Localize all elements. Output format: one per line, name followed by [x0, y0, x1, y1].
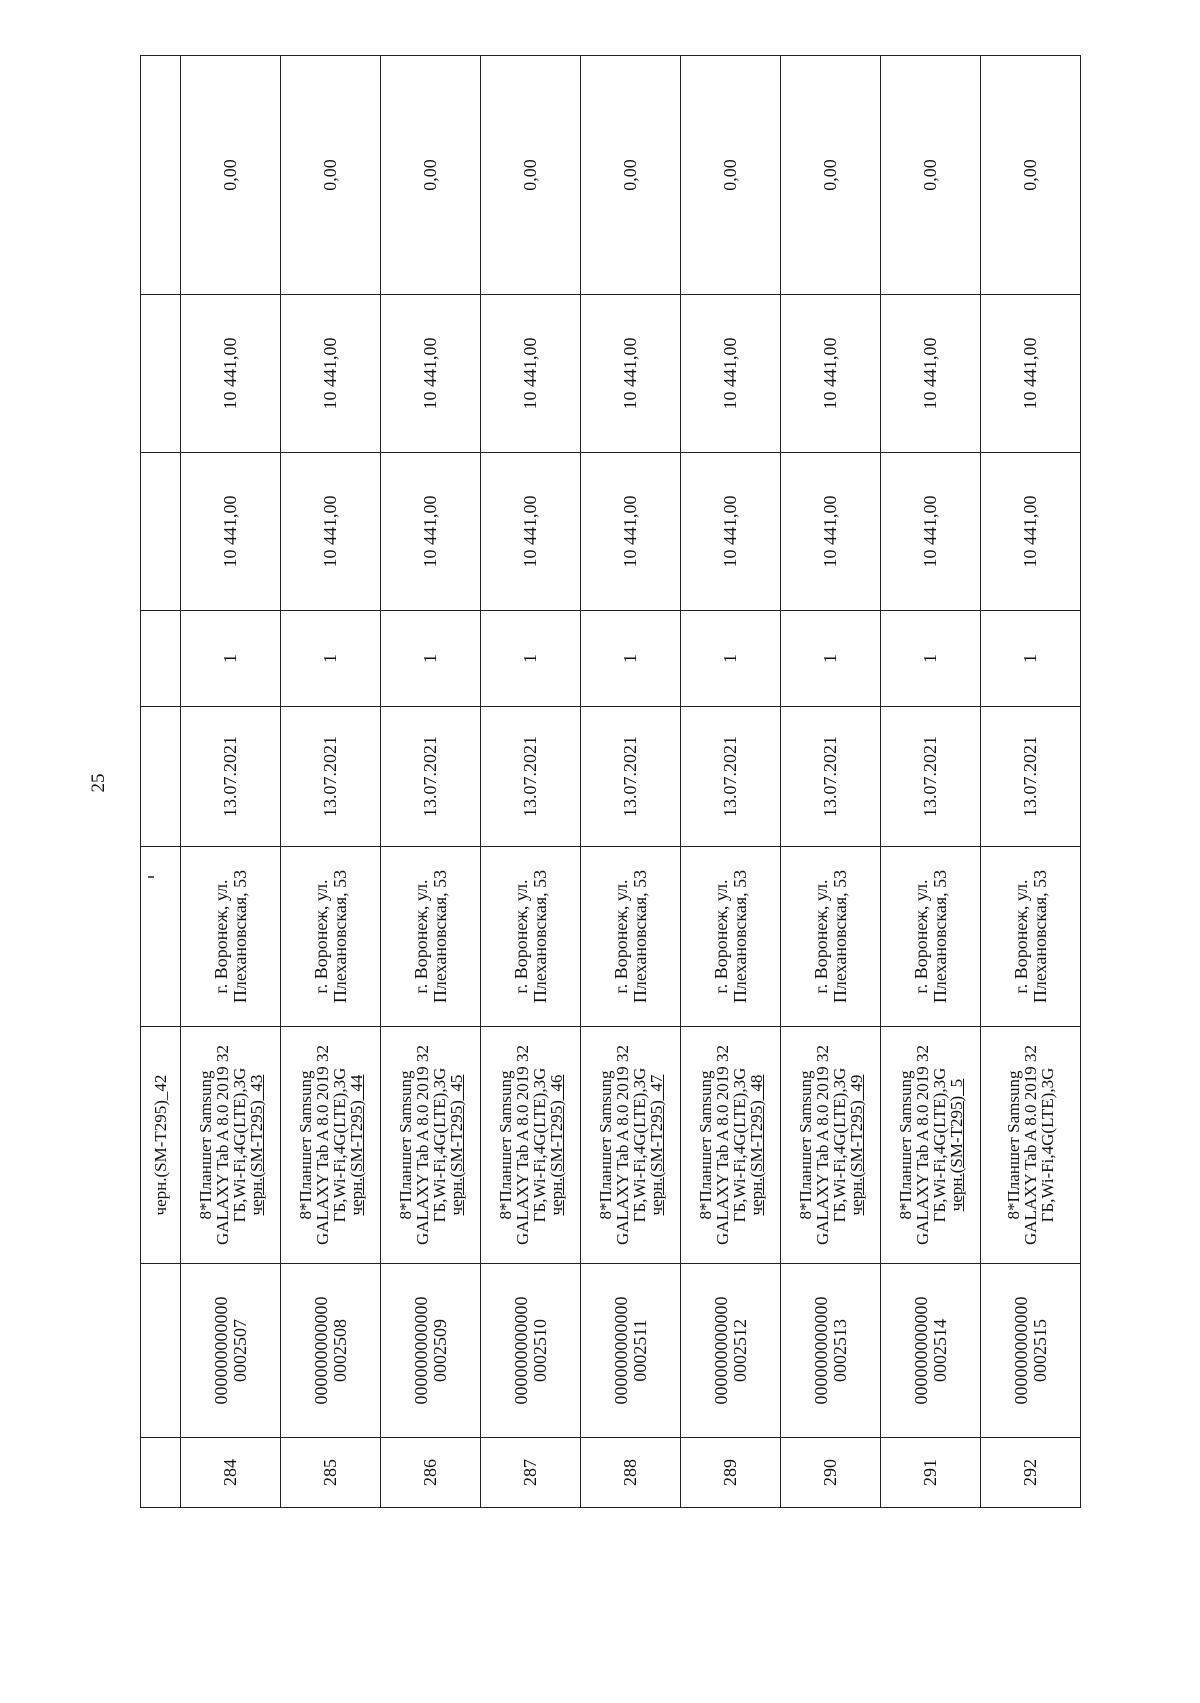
residual-value [281, 56, 381, 295]
table-row [381, 56, 481, 1508]
address-line1: г. Воронеж, ул. [210, 879, 231, 994]
quantity [581, 611, 681, 707]
asset-name-line1: 8*Планшет Samsung [595, 1070, 615, 1220]
asset-name-line2: GALAXY Tab A 8.0 2019 32 [712, 1045, 732, 1245]
inventory-number-line2: 0002514 [929, 1319, 950, 1382]
asset-name [781, 1027, 881, 1264]
page-number: 25 [88, 773, 109, 793]
asset-name-line1: 8*Планшет Samsung [295, 1070, 315, 1220]
table-row [281, 56, 381, 1508]
residual-value [381, 56, 481, 295]
asset-name-line1: 8*Планшет Samsung [195, 1070, 215, 1220]
cell-asset-name [141, 1027, 181, 1264]
book-value-text: 10 441,00 [320, 337, 341, 410]
cell-date [141, 707, 181, 847]
inventory-number [281, 1264, 381, 1438]
date-text: 13.07.2021 [320, 736, 341, 817]
address [381, 847, 481, 1027]
inventory-table [140, 55, 1081, 1508]
asset-name-continuation: черн.(SM-T295)_42 [151, 1074, 170, 1216]
row-number [481, 1438, 581, 1508]
residual-value-text: 0,00 [820, 159, 841, 191]
asset-name-line1: 8*Планшет Samsung [695, 1070, 715, 1220]
table-row [981, 56, 1081, 1508]
inventory-number-line1: 000000000000 [910, 1296, 931, 1405]
address [281, 847, 381, 1027]
inventory-number-line2: 0002513 [829, 1319, 850, 1382]
residual-value-text: 0,00 [1020, 159, 1041, 191]
address-line2: Плехановская, 53 [729, 869, 750, 1004]
row-number-text: 287 [520, 1459, 541, 1486]
cost-text: 10 441,00 [720, 495, 741, 568]
inventory-number-line1: 000000000000 [1010, 1296, 1031, 1405]
asset-name-line2: GALAXY Tab A 8.0 2019 32 [512, 1045, 532, 1245]
date-text: 13.07.2021 [720, 736, 741, 817]
date [181, 707, 281, 847]
quantity-text: 1 [620, 654, 641, 663]
quantity-text: 1 [820, 654, 841, 663]
quantity-text: 1 [520, 654, 541, 663]
book-value [381, 295, 481, 453]
address-line2: Плехановская, 53 [429, 869, 450, 1004]
address [181, 847, 281, 1027]
cost-text: 10 441,00 [1020, 495, 1041, 568]
cost [781, 453, 881, 611]
inventory-number [181, 1264, 281, 1438]
address-line2: Плехановская, 53 [229, 869, 250, 1004]
residual-value [881, 56, 981, 295]
quantity-text: 1 [220, 654, 241, 663]
table-row [581, 56, 681, 1508]
asset-name-line3: ГБ,Wi-Fi,4G(LTE),3G [1038, 1067, 1057, 1223]
asset-name-line1: 8*Планшет Samsung [895, 1070, 915, 1220]
asset-name [181, 1027, 281, 1264]
date [481, 707, 581, 847]
asset-name-line4: черн.(SM-T295)_48 [746, 1074, 766, 1216]
row-number [281, 1438, 381, 1508]
asset-name-line1: 8*Планшет Samsung [1004, 1070, 1023, 1220]
inventory-number [781, 1264, 881, 1438]
date-text: 13.07.2021 [620, 736, 641, 817]
address-line2: Плехановская, 53 [529, 869, 550, 1004]
cost-text: 10 441,00 [920, 495, 941, 568]
inventory-number [581, 1264, 681, 1438]
residual-value-text: 0,00 [220, 159, 241, 191]
continuation-row [141, 56, 181, 1508]
asset-name-line2: GALAXY Tab A 8.0 2019 32 [612, 1045, 632, 1245]
date-text: 13.07.2021 [420, 736, 441, 817]
inventory-number-line2: 0002512 [729, 1319, 750, 1382]
quantity [981, 611, 1081, 707]
date [581, 707, 681, 847]
cell-quantity [141, 611, 181, 707]
book-value-text: 10 441,00 [520, 337, 541, 410]
inventory-number-line2: 0002510 [529, 1319, 550, 1382]
residual-value [581, 56, 681, 295]
cost-text: 10 441,00 [820, 495, 841, 568]
book-value [581, 295, 681, 453]
residual-value-text: 0,00 [420, 159, 441, 191]
row-number [381, 1438, 481, 1508]
cost-text: 10 441,00 [620, 495, 641, 568]
cost [581, 453, 681, 611]
asset-name [681, 1027, 781, 1264]
row-number-text: 284 [220, 1459, 241, 1486]
address-line2: Плехановская, 53 [929, 869, 950, 1004]
asset-name-line4: черн.(SM-T295)_45 [446, 1074, 466, 1216]
row-number [881, 1438, 981, 1508]
cost [481, 453, 581, 611]
table-row [781, 56, 881, 1508]
quantity [681, 611, 781, 707]
address [881, 847, 981, 1027]
asset-name-line2: GALAXY Tab A 8.0 2019 32 [412, 1045, 432, 1245]
table-row [681, 56, 781, 1508]
asset-name-line3: ГБ,Wi-Fi,4G(LTE),3G [929, 1067, 949, 1223]
cost [281, 453, 381, 611]
inventory-number-line2: 0002508 [329, 1319, 350, 1382]
asset-name [381, 1027, 481, 1264]
asset-name-line3: ГБ,Wi-Fi,4G(LTE),3G [429, 1067, 449, 1223]
address-line1: г. Воронеж, ул. [410, 879, 431, 994]
residual-value [781, 56, 881, 295]
inventory-number [681, 1264, 781, 1438]
cell-cost [141, 453, 181, 611]
address-line2: Плехановская, 53 [329, 869, 350, 1004]
inventory-number-line1: 000000000000 [310, 1296, 331, 1405]
date-text: 13.07.2021 [820, 736, 841, 817]
inventory-number-line1: 000000000000 [810, 1296, 831, 1405]
residual-value-text: 0,00 [720, 159, 741, 191]
quantity-text: 1 [720, 654, 741, 663]
residual-value-text: 0,00 [520, 159, 541, 191]
row-number-text: 285 [320, 1459, 341, 1486]
address-line1: г. Воронеж, ул. [910, 879, 931, 994]
asset-name-line2: GALAXY Tab A 8.0 2019 32 [1021, 1045, 1040, 1245]
date [981, 707, 1081, 847]
book-value [881, 295, 981, 453]
asset-name [981, 1027, 1081, 1264]
row-number [681, 1438, 781, 1508]
book-value [681, 295, 781, 453]
asset-name-line3: ГБ,Wi-Fi,4G(LTE),3G [729, 1067, 749, 1223]
cell-inventory-number [141, 1264, 181, 1438]
address-line2: Плехановская, 53 [829, 869, 850, 1004]
book-value [181, 295, 281, 453]
row-number-text: 292 [1020, 1459, 1041, 1486]
quantity-text: 1 [920, 654, 941, 663]
date [881, 707, 981, 847]
row-number [781, 1438, 881, 1508]
inventory-number-line1: 000000000000 [610, 1296, 631, 1405]
row-number [581, 1438, 681, 1508]
quantity-text: 1 [320, 654, 341, 663]
inventory-number-line2: 0002507 [229, 1319, 250, 1382]
cell-number [141, 1438, 181, 1508]
address-line2: Плехановская, 53 [629, 869, 650, 1004]
asset-name-line3: ГБ,Wi-Fi,4G(LTE),3G [529, 1067, 549, 1223]
residual-value-text: 0,00 [920, 159, 941, 191]
inventory-number-line1: 000000000000 [210, 1296, 231, 1405]
asset-name-line3: ГБ,Wi-Fi,4G(LTE),3G [829, 1067, 849, 1223]
asset-name-line2: GALAXY Tab A 8.0 2019 32 [812, 1045, 832, 1245]
quantity [881, 611, 981, 707]
table-row [881, 56, 981, 1508]
address-line1: г. Воронеж, ул. [310, 879, 331, 994]
residual-value [481, 56, 581, 295]
cost [681, 453, 781, 611]
residual-value-text: 0,00 [320, 159, 341, 191]
asset-name-line4: черн.(SM-T295)_43 [246, 1074, 266, 1216]
date [681, 707, 781, 847]
address [781, 847, 881, 1027]
book-value [281, 295, 381, 453]
asset-name-line2: GALAXY Tab A 8.0 2019 32 [912, 1045, 932, 1245]
row-number [181, 1438, 281, 1508]
quantity [781, 611, 881, 707]
cost-text: 10 441,00 [320, 495, 341, 568]
inventory-number-line2: 0002509 [429, 1319, 450, 1382]
asset-name [881, 1027, 981, 1264]
inventory-number [881, 1264, 981, 1438]
date [781, 707, 881, 847]
asset-name-line1: 8*Планшет Samsung [495, 1070, 515, 1220]
address [581, 847, 681, 1027]
book-value [981, 295, 1081, 453]
asset-name-line3: ГБ,Wi-Fi,4G(LTE),3G [229, 1067, 249, 1223]
row-number [981, 1438, 1081, 1508]
book-value-text: 10 441,00 [220, 337, 241, 410]
address-line1: г. Воронеж, ул. [610, 879, 631, 994]
quantity [381, 611, 481, 707]
table-rotator [140, 56, 1080, 1508]
cost-text: 10 441,00 [220, 495, 241, 568]
table-body [141, 56, 1081, 1508]
asset-name-line2: GALAXY Tab A 8.0 2019 32 [212, 1045, 232, 1245]
book-value-text: 10 441,00 [920, 337, 941, 410]
book-value-text: 10 441,00 [720, 337, 741, 410]
quantity-text: 1 [1020, 654, 1041, 663]
residual-value [981, 56, 1081, 295]
book-value-text: 10 441,00 [1020, 337, 1041, 410]
quantity-text: 1 [420, 654, 441, 663]
asset-name-line3: ГБ,Wi-Fi,4G(LTE),3G [329, 1067, 349, 1223]
table-row [481, 56, 581, 1508]
date-text: 13.07.2021 [520, 736, 541, 817]
inventory-number [381, 1264, 481, 1438]
date [381, 707, 481, 847]
quantity [281, 611, 381, 707]
row-number-text: 289 [720, 1459, 741, 1486]
book-value-text: 10 441,00 [620, 337, 641, 410]
address [981, 847, 1081, 1027]
inventory-number [981, 1264, 1081, 1438]
address [681, 847, 781, 1027]
date [281, 707, 381, 847]
book-value-text: 10 441,00 [420, 337, 441, 410]
cell-address [141, 847, 181, 1027]
row-number-text: 290 [820, 1459, 841, 1486]
date-text: 13.07.2021 [220, 736, 241, 817]
residual-value-text: 0,00 [620, 159, 641, 191]
inventory-number-line1: 000000000000 [710, 1296, 731, 1405]
residual-value [681, 56, 781, 295]
quantity [481, 611, 581, 707]
cost-text: 10 441,00 [420, 495, 441, 568]
address-line1: г. Воронеж, ул. [510, 879, 531, 994]
quantity [181, 611, 281, 707]
book-value [781, 295, 881, 453]
date-text: 13.07.2021 [920, 736, 941, 817]
asset-name [281, 1027, 381, 1264]
address-line1: г. Воронеж, ул. [810, 879, 831, 994]
address-line2: Плехановская, 53 [1029, 869, 1050, 1004]
cost [181, 453, 281, 611]
address-line1: г. Воронеж, ул. [710, 879, 731, 994]
cost [381, 453, 481, 611]
asset-name-line4: черн.(SM-T295)_49 [846, 1074, 866, 1216]
cell-residual-value [141, 56, 181, 295]
inventory-number [481, 1264, 581, 1438]
inventory-number-line1: 000000000000 [510, 1296, 531, 1405]
inventory-number-line1: 000000000000 [410, 1296, 431, 1405]
book-value-text: 10 441,00 [820, 337, 841, 410]
date-text: 13.07.2021 [1020, 736, 1041, 817]
book-value [481, 295, 581, 453]
address-line1: г. Воронеж, ул. [1010, 879, 1031, 994]
rotated-sheet [140, 56, 1080, 1508]
residual-value [181, 56, 281, 295]
asset-name-line4: черн.(SM-T295)_5 [946, 1078, 966, 1212]
asset-name-line3: ГБ,Wi-Fi,4G(LTE),3G [629, 1067, 649, 1223]
row-number-text: 291 [920, 1459, 941, 1486]
asset-name [481, 1027, 581, 1264]
asset-name-line4: черн.(SM-T295)_46 [546, 1074, 566, 1216]
asset-name-line1: 8*Планшет Samsung [395, 1070, 415, 1220]
cost [881, 453, 981, 611]
cell-book-value [141, 295, 181, 453]
inventory-number-line2: 0002515 [1029, 1319, 1050, 1382]
asset-name [581, 1027, 681, 1264]
cost-text: 10 441,00 [520, 495, 541, 568]
inventory-number-line2: 0002511 [629, 1319, 650, 1382]
asset-name-line2: GALAXY Tab A 8.0 2019 32 [312, 1045, 332, 1245]
asset-name-line4: черн.(SM-T295)_47 [646, 1074, 666, 1216]
asset-name-line1: 8*Планшет Samsung [795, 1070, 815, 1220]
row-number-text: 288 [620, 1459, 641, 1486]
table-row [181, 56, 281, 1508]
asset-name-line4: черн.(SM-T295)_44 [346, 1074, 366, 1216]
address [481, 847, 581, 1027]
row-number-text: 286 [420, 1459, 441, 1486]
cost [981, 453, 1081, 611]
